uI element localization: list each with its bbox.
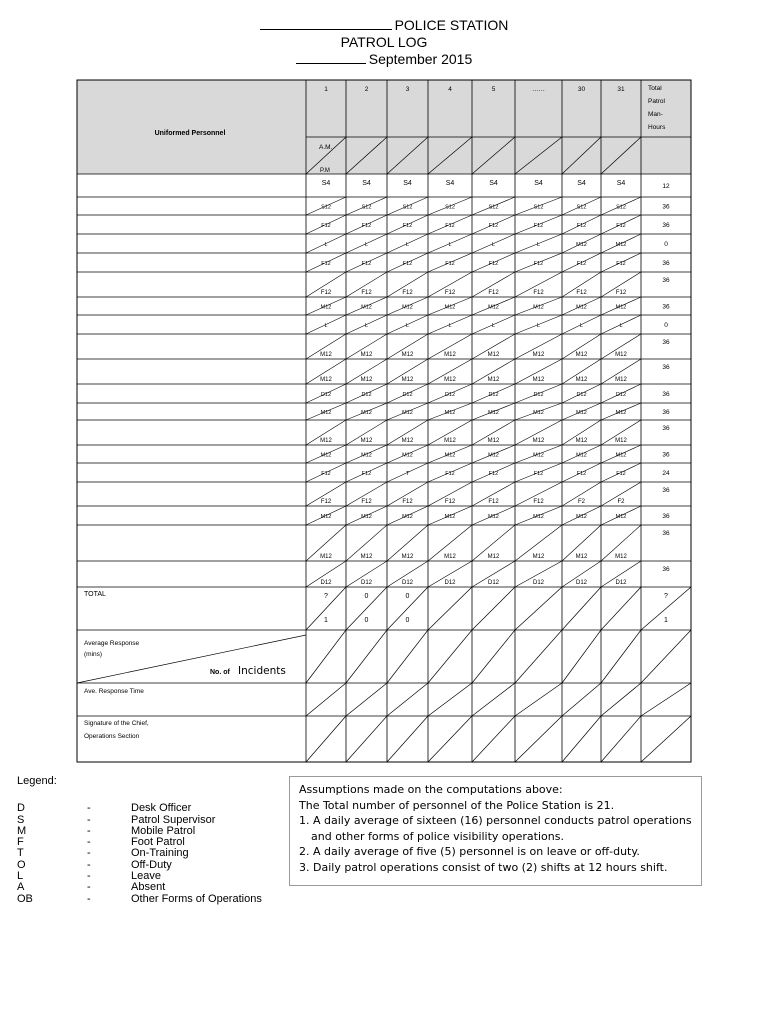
total-header: Hours (648, 124, 666, 131)
cell-diagonal (346, 683, 387, 716)
shift-code: M12 (615, 514, 627, 520)
cell-diagonal (562, 683, 601, 716)
shift-code: M12 (533, 410, 544, 416)
shift-code: D12 (320, 392, 332, 398)
header-shading (77, 80, 691, 174)
cell-diagonal (428, 630, 472, 683)
total-am-value: 0 (405, 593, 410, 600)
legend-code: D (17, 802, 25, 815)
shift-code: F12 (488, 261, 499, 267)
shift-code: F12 (402, 261, 413, 267)
shift-code: F12 (402, 223, 413, 229)
row-total-hours: 36 (662, 425, 670, 432)
shift-code: F12 (616, 471, 626, 477)
shift-code: M12 (360, 352, 373, 358)
shift-code: M12 (401, 352, 414, 358)
legend-dash: - (87, 824, 91, 837)
cell-diagonal (601, 587, 641, 630)
total-header: Man- (648, 111, 663, 118)
shift-code: S12 (616, 204, 626, 211)
shift-code: M12 (402, 304, 413, 311)
shift-code: F12 (361, 290, 372, 296)
shift-code: M12 (615, 242, 627, 248)
day-header: …… (532, 86, 545, 93)
legend-meaning: Absent (131, 881, 166, 894)
cell-diagonal (428, 587, 472, 630)
row-total-hours: 36 (662, 260, 670, 267)
shift-code: L (364, 323, 369, 329)
shift-code: F12 (402, 290, 413, 296)
shift-code: F12 (361, 499, 372, 505)
legend-meaning: Off-Duty (131, 858, 172, 871)
legend-code: F (17, 836, 24, 849)
shift-code: F2 (617, 499, 625, 505)
shift-code: M12 (444, 304, 456, 311)
shift-code: D12 (615, 580, 627, 586)
shift-code: M12 (320, 410, 332, 416)
legend-code: O (17, 858, 26, 871)
shift-code: M12 (615, 438, 627, 444)
shift-code: L (579, 323, 584, 329)
cell-diagonal (562, 587, 601, 630)
shift-code: M12 (615, 554, 627, 560)
month-title: September 2015 (368, 51, 473, 67)
shift-code: S12 (576, 204, 587, 211)
shift-code: M12 (576, 452, 587, 459)
shift-code: D12 (487, 580, 500, 586)
shift-code: M12 (360, 377, 373, 383)
shift-code: D12 (401, 580, 414, 586)
row-total-hours: 24 (662, 470, 670, 477)
cell-diagonal (515, 630, 562, 683)
shift-code: F12 (402, 499, 413, 505)
shift-code: M12 (402, 452, 413, 459)
legend-meaning: Foot Patrol (131, 836, 185, 849)
row-total-hours: 36 (662, 303, 670, 311)
shift-code: F12 (616, 261, 626, 267)
day-header: 30 (577, 86, 586, 93)
shift-code: S12 (445, 204, 455, 211)
shift-code: L (405, 323, 410, 329)
legend-code: A (17, 881, 25, 894)
shift-code: M12 (444, 554, 456, 560)
shift-code: L (536, 242, 541, 248)
shift-code: M12 (487, 554, 500, 560)
signature-label: Signature of the Chief, (84, 720, 149, 727)
shift-code: S12 (321, 204, 331, 211)
row-total-hours: 0 (664, 322, 668, 329)
shift-code: M12 (615, 304, 627, 311)
shift-code: M12 (320, 352, 332, 358)
cell-diagonal (428, 716, 472, 762)
row-total-hours: 36 (662, 222, 670, 229)
legend-code: OB (17, 892, 33, 905)
shift-code: D12 (575, 580, 588, 586)
shift-code: M12 (360, 554, 373, 560)
shift-code: L (536, 323, 541, 329)
shift-code: M12 (488, 410, 499, 416)
shift-code: M12 (532, 352, 545, 358)
row-total-hours: 0 (664, 241, 668, 248)
shift-code: M12 (401, 554, 414, 560)
shift-code: M12 (360, 438, 373, 444)
shift-code: D12 (533, 392, 544, 398)
shift-code: L (491, 242, 496, 248)
shift-code: M12 (488, 304, 499, 311)
cell-diagonal (387, 630, 428, 683)
cell-diagonal (472, 587, 515, 630)
shift-code: L (324, 323, 328, 329)
shift-code: S4 (362, 180, 371, 187)
ave-response-time-label: Ave. Response Time (84, 688, 144, 695)
row-total-hours: 36 (662, 339, 670, 346)
shift-code: F12 (488, 471, 499, 477)
cell-diagonal (641, 683, 691, 716)
shift-code: F12 (361, 471, 372, 477)
shift-code: F12 (616, 223, 626, 229)
legend-meaning: Desk Officer (131, 802, 192, 815)
cell-diagonal (515, 683, 562, 716)
shift-code: L (405, 242, 410, 248)
shift-code: M12 (488, 514, 499, 520)
shift-code: M12 (576, 410, 587, 416)
cell-diagonal (306, 630, 346, 683)
total-label: TOTAL (84, 591, 106, 598)
day-header: 2 (364, 86, 369, 93)
shift-code: F12 (533, 223, 544, 229)
shift-code: M12 (488, 452, 499, 459)
shift-code: S12 (488, 204, 499, 211)
total-pm-value: 1 (324, 617, 328, 624)
row-total-hours: 36 (662, 277, 670, 284)
shift-code: M12 (444, 452, 456, 459)
station-title: POLICE STATION (394, 17, 509, 33)
shift-code: F12 (321, 261, 331, 267)
shift-code: M12 (533, 304, 544, 311)
day-header: 5 (491, 86, 496, 93)
shift-code: F12 (361, 261, 372, 267)
incidents-prefix: No. of (210, 669, 230, 676)
shift-code: M12 (576, 242, 587, 248)
legend-item (17, 882, 287, 893)
legend-meaning: Mobile Patrol (131, 824, 196, 837)
shift-code: M12 (615, 377, 627, 383)
shift-code: M12 (402, 410, 413, 416)
total-pm-value: 0 (364, 617, 369, 624)
cell-diagonal (601, 716, 641, 762)
shift-code: T (405, 471, 410, 477)
row-total-hours: 36 (662, 530, 670, 537)
shift-code: L (619, 323, 623, 329)
row-total-hours: 12 (662, 183, 670, 190)
cell-diagonal (428, 683, 472, 716)
shift-code: M12 (576, 514, 587, 520)
shift-code: S12 (402, 204, 413, 211)
cell-diagonal (562, 630, 601, 683)
shift-code: M12 (487, 377, 500, 383)
shift-code: L (448, 242, 452, 248)
incidents-label: Incidents (238, 665, 286, 677)
shift-code: F12 (320, 290, 332, 296)
pm-label: P.M (320, 168, 330, 174)
legend-code: M (17, 824, 27, 837)
shift-code: L (448, 323, 452, 329)
shift-code: M12 (444, 352, 456, 358)
shift-code: M12 (320, 452, 332, 459)
shift-code: D12 (320, 580, 332, 586)
shift-code: M12 (532, 438, 545, 444)
shift-code: F12 (576, 471, 587, 477)
legend-dash: - (87, 858, 91, 871)
legend-item (17, 894, 287, 905)
shift-code: M12 (532, 554, 545, 560)
legend-meaning: Patrol Supervisor (131, 813, 216, 826)
legend-meaning: Leave (131, 870, 161, 883)
shift-code: M12 (487, 352, 500, 358)
cell-diagonal (515, 716, 562, 762)
shift-code: M12 (533, 452, 544, 459)
cell-diagonal (641, 716, 691, 762)
cell-diagonal (601, 683, 641, 716)
row-total-hours: 36 (662, 451, 670, 459)
day-header: 31 (617, 86, 625, 93)
legend-meaning: Other Forms of Operations (131, 892, 262, 905)
legend (17, 776, 287, 905)
assumptions-box (289, 776, 702, 886)
shift-code: F12 (576, 290, 587, 296)
shift-code: M12 (402, 514, 413, 520)
shift-code: S4 (616, 180, 626, 187)
legend-dash: - (87, 847, 91, 860)
shift-code: M12 (532, 377, 545, 383)
cell-diagonal (306, 683, 346, 716)
shift-code: F12 (533, 261, 544, 267)
shift-code: M12 (444, 410, 456, 416)
cell-diagonal (472, 683, 515, 716)
shift-code: D12 (615, 392, 627, 398)
signature-section: Operations Section (84, 733, 140, 740)
legend-item (17, 803, 287, 814)
assumptions-title: Assumptions made on the computations above: (299, 783, 563, 796)
shift-code: D12 (360, 580, 373, 586)
legend-title: Legend: (17, 775, 57, 787)
shift-code: M12 (575, 352, 588, 358)
shift-code: M12 (533, 514, 544, 520)
shift-code: M12 (320, 377, 332, 383)
shift-code: F12 (615, 290, 627, 296)
cell-diagonal (601, 630, 641, 683)
shift-code: F12 (444, 499, 456, 505)
day-header: 1 (324, 86, 328, 93)
shift-code: D12 (488, 392, 499, 398)
shift-code: M12 (444, 514, 456, 520)
shift-code: M12 (401, 438, 414, 444)
total-header: Patrol (648, 98, 665, 105)
row-total-hours: 36 (662, 487, 670, 494)
shift-code: M12 (361, 410, 372, 416)
day-header: 3 (405, 86, 410, 93)
legend-dash: - (87, 802, 91, 815)
cell-diagonal (472, 630, 515, 683)
shift-code: M12 (320, 438, 332, 444)
shift-code: S4 (577, 180, 586, 187)
cell-diagonal (387, 683, 428, 716)
total-pm-value: 0 (405, 617, 410, 624)
shift-code: F12 (533, 290, 544, 296)
am-label: A.M. (319, 144, 333, 151)
shift-code: D12 (361, 392, 372, 398)
shift-code: M12 (361, 452, 372, 459)
total-col-am: ? (664, 593, 668, 600)
shift-code: M12 (320, 514, 332, 520)
legend-dash: - (87, 870, 91, 883)
shift-code: M12 (361, 304, 372, 311)
shift-code: F12 (445, 261, 455, 267)
shift-code: F12 (320, 499, 332, 505)
shift-code: F12 (533, 471, 544, 477)
avg-response-unit: (mins) (84, 651, 103, 658)
shift-code: F12 (576, 223, 587, 229)
shift-code: F2 (577, 499, 586, 505)
shift-code: D12 (444, 392, 456, 398)
shift-code: S4 (534, 180, 543, 187)
shift-code: M12 (361, 514, 372, 520)
cell-diagonal (346, 630, 387, 683)
shift-code: F12 (533, 499, 544, 505)
shift-code: F12 (361, 223, 372, 229)
shift-code: M12 (320, 554, 332, 560)
shift-code: F12 (321, 223, 331, 229)
cell-diagonal (515, 587, 562, 630)
total-header: Total (648, 85, 662, 92)
shift-code: M12 (320, 304, 332, 311)
cell-diagonal (306, 716, 346, 762)
shift-code: D12 (444, 580, 456, 586)
shift-code: M12 (615, 352, 627, 358)
cell-diagonal (346, 716, 387, 762)
shift-code: M12 (444, 377, 456, 383)
shift-code: L (491, 323, 496, 329)
shift-code: F12 (445, 223, 455, 229)
shift-code: F12 (576, 261, 587, 267)
legend-dash: - (87, 813, 91, 826)
personnel-header: Uniformed Personnel (154, 130, 226, 137)
avg-response-label: Average Response (84, 640, 140, 647)
shift-code: M12 (487, 438, 500, 444)
row-total-hours: 36 (662, 391, 670, 398)
assumption-item: 1. A daily average of sixteen (16) personnel conducts patrol operations and other forms of police visibility operations. (299, 814, 692, 843)
shift-code: S4 (445, 180, 455, 187)
legend-dash: - (87, 836, 91, 849)
shift-code: S4 (403, 180, 412, 187)
cell-diagonal (641, 630, 691, 683)
assumptions-intro: The Total number of personnel of the Police Station is 21. (299, 798, 615, 812)
legend-code: L (17, 870, 24, 883)
shift-code: M12 (444, 438, 456, 444)
row-total-hours: 36 (662, 566, 670, 573)
legend-code: T (17, 847, 24, 860)
cell-diagonal (472, 716, 515, 762)
shift-code: S12 (361, 204, 372, 211)
shift-code: D12 (532, 580, 545, 586)
cell-diagonal (562, 716, 601, 762)
shift-code: F12 (445, 471, 455, 477)
shift-code: S4 (489, 180, 498, 187)
legend-meaning: On-Training (131, 847, 189, 860)
shift-code: M12 (615, 452, 627, 459)
day-header: 4 (448, 86, 452, 93)
shift-code: S12 (533, 204, 544, 211)
assumption-item: 3. Daily patrol operations consist of two (2) shifts at 12 hours shift. (299, 860, 668, 874)
legend-dash: - (87, 881, 91, 894)
shift-code: F12 (488, 290, 499, 296)
patrol-log-title: PATROL LOG (340, 34, 428, 50)
shift-code: F12 (444, 290, 456, 296)
legend-code: S (17, 813, 25, 826)
shift-code: M12 (401, 377, 414, 383)
row-total-hours: 36 (662, 513, 670, 520)
row-total-hours: 36 (662, 203, 670, 211)
legend-dash: - (87, 892, 91, 905)
shift-code: M12 (575, 554, 588, 560)
assumption-item: 2. A daily average of five (5) personnel is on leave or off-duty. (299, 845, 640, 858)
total-am-value: ? (324, 593, 328, 600)
row-total-hours: 36 (662, 409, 670, 416)
total-col-pm: 1 (664, 617, 668, 624)
shift-code: M12 (576, 304, 587, 311)
shift-code: F12 (488, 499, 499, 505)
shift-code: F12 (488, 223, 499, 229)
shift-code: L (324, 242, 328, 248)
cell-diagonal (387, 716, 428, 762)
total-am-value: 0 (364, 593, 369, 600)
shift-code: M12 (575, 438, 588, 444)
shift-code: S4 (321, 180, 331, 187)
shift-code: L (364, 242, 369, 248)
shift-code: F12 (321, 471, 331, 477)
shift-code: D12 (576, 392, 587, 398)
row-total-hours: 36 (662, 364, 670, 371)
shift-code: M12 (575, 377, 588, 383)
shift-code: M12 (615, 410, 627, 416)
shift-code: D12 (402, 392, 413, 398)
